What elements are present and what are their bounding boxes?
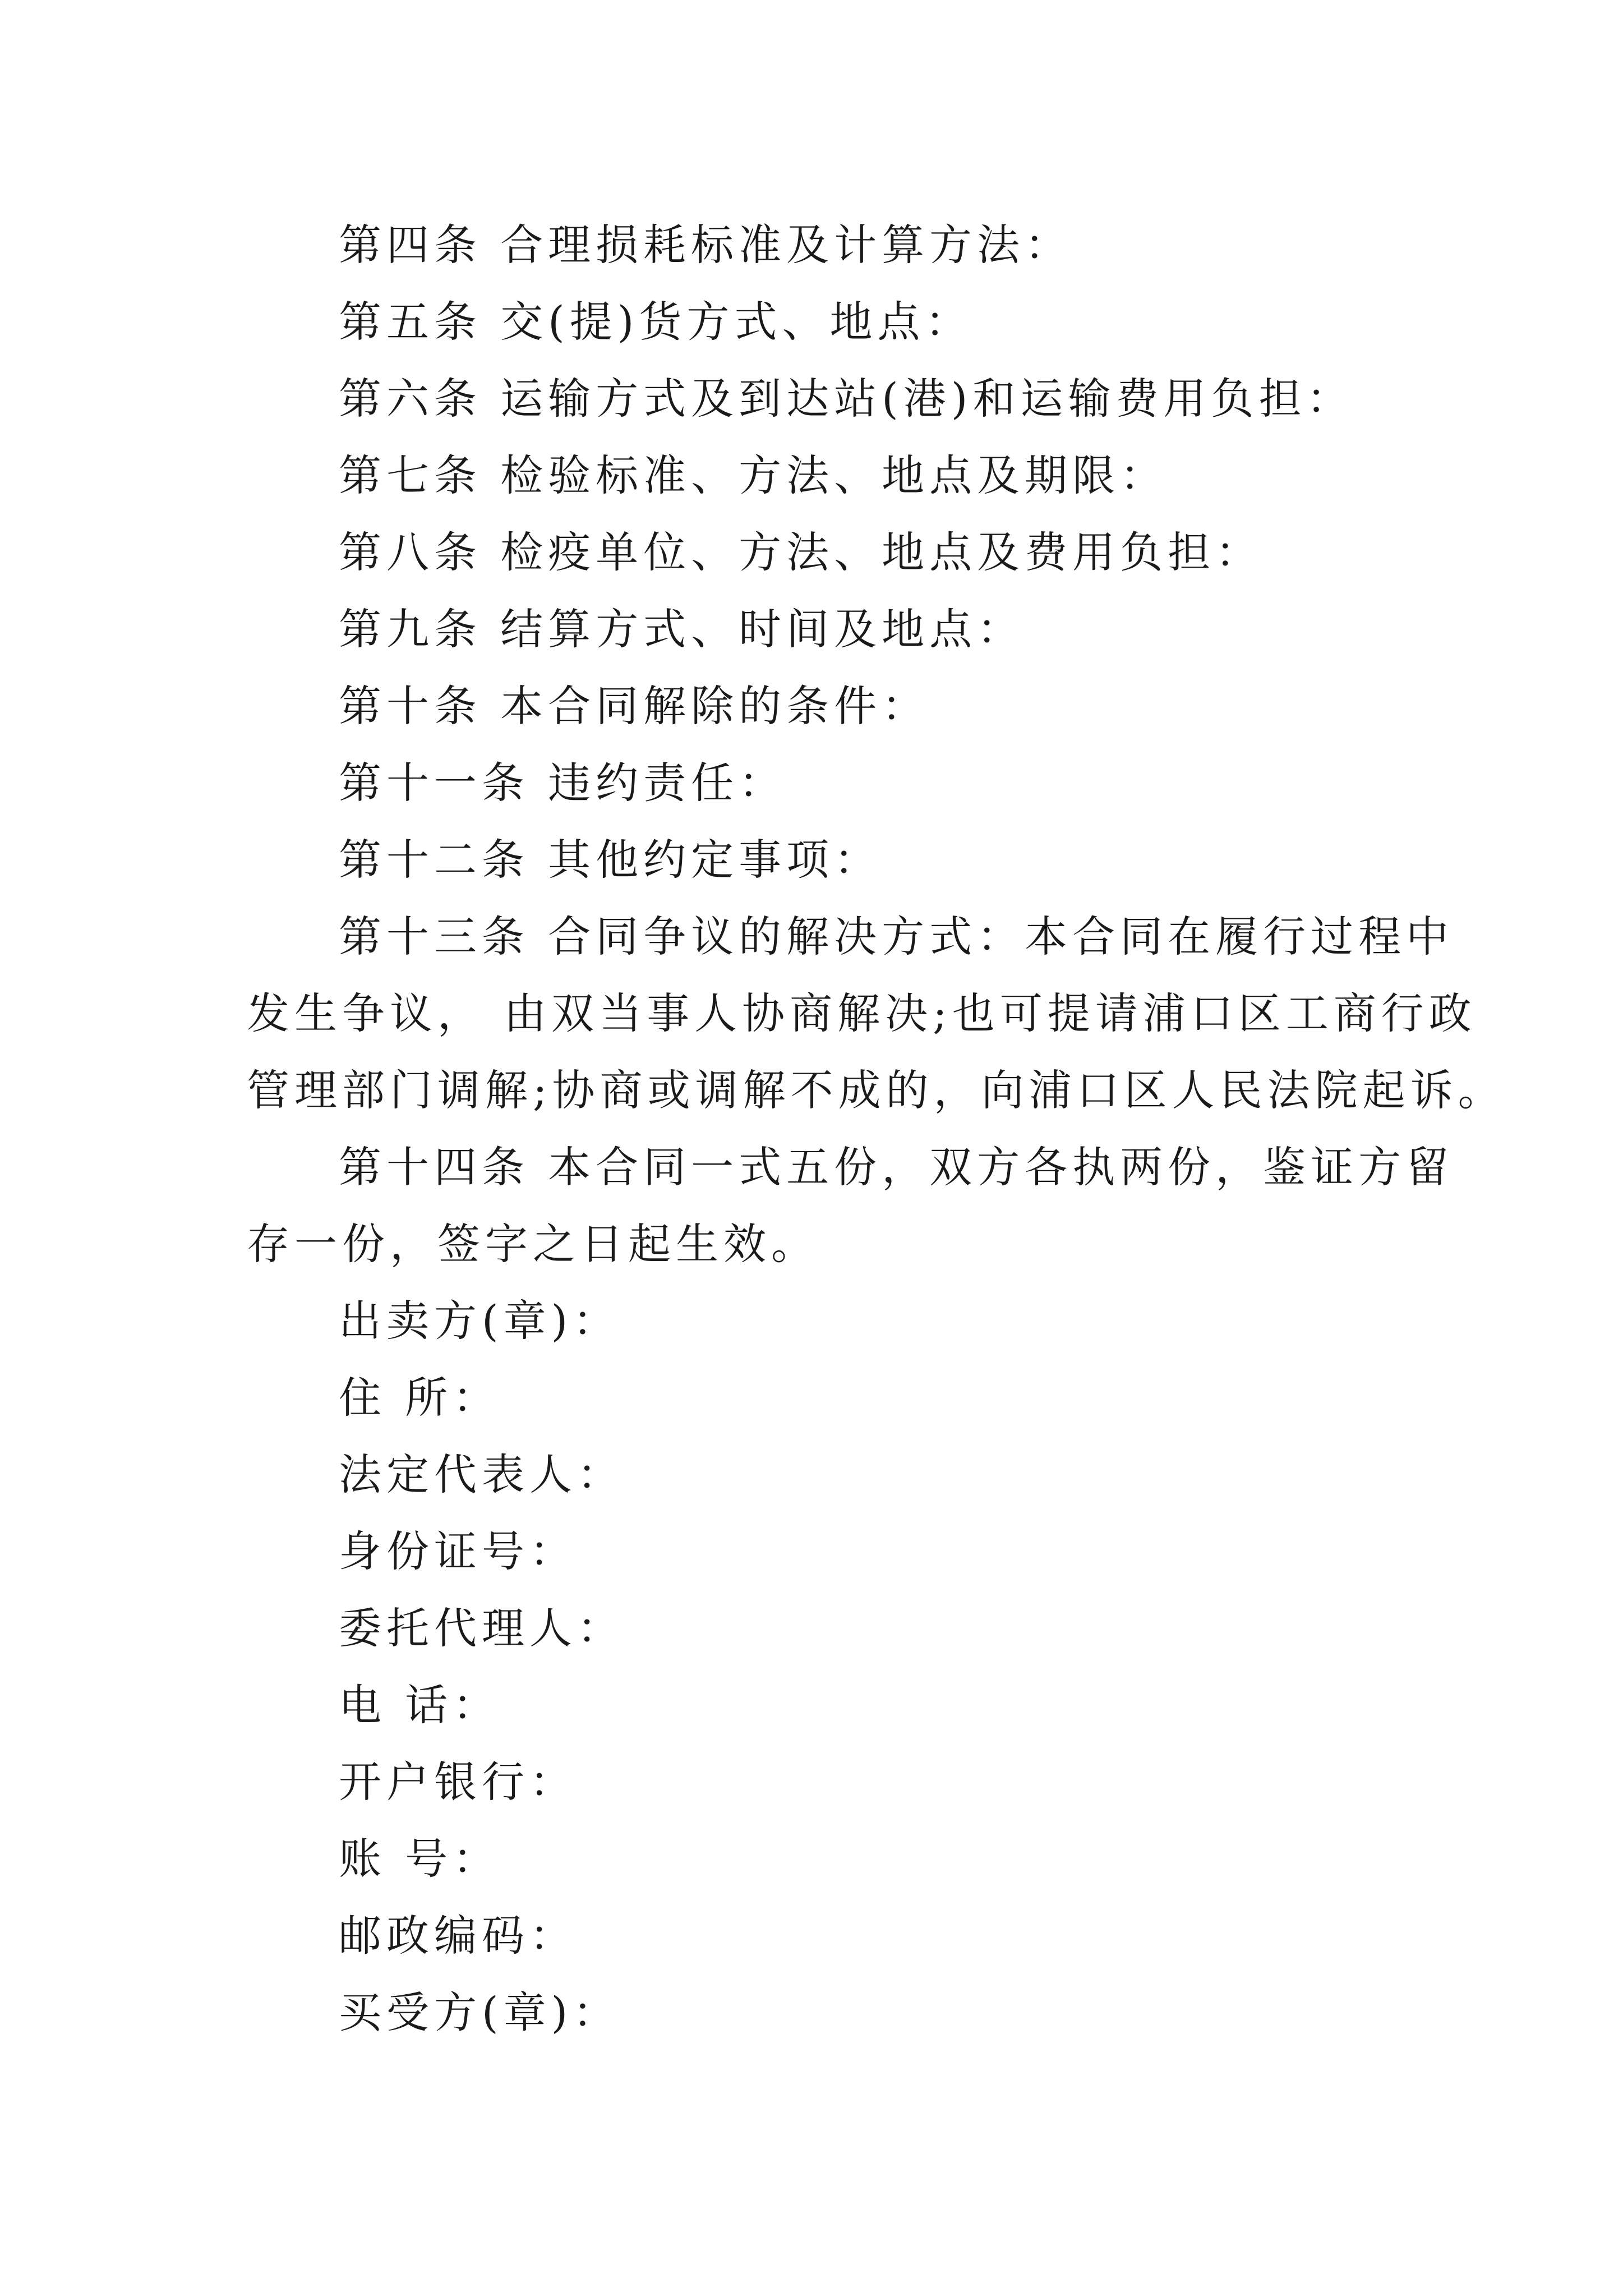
clause-6-transport: 第六条 运输方式及到达站(港)和运输费用负担： xyxy=(339,374,1354,424)
buyer-seal-field: 买受方(章)： xyxy=(339,1987,621,2037)
clause-13-dispute-line-3: 管理部门调解;协商或调解不成的，向浦口区人民法院起诉。 xyxy=(247,1065,1506,1115)
clause-4-loss-standard: 第四条 合理损耗标准及计算方法： xyxy=(339,220,1073,270)
id-number-field: 身份证号： xyxy=(339,1526,577,1576)
legal-representative-field: 法定代表人： xyxy=(339,1450,625,1499)
clause-13-dispute-line-1: 第十三条 合同争议的解决方式：本合同在履行过程中 xyxy=(339,912,1454,961)
bank-field: 开户银行： xyxy=(339,1757,577,1807)
clause-13-dispute-line-2: 发生争议， 由双当事人协商解决;也可提请浦口区工商行政 xyxy=(247,988,1477,1038)
contract-body xyxy=(247,206,1506,2051)
account-number-field: 账 号： xyxy=(339,1834,501,1884)
authorized-agent-field: 委托代理人： xyxy=(339,1603,625,1653)
clause-7-inspection: 第七条 检验标准、方法、地点及期限： xyxy=(339,450,1168,500)
clause-12-other: 第十二条 其他约定事项： xyxy=(339,835,882,885)
clause-10-termination: 第十条 本合同解除的条件： xyxy=(339,681,930,731)
address-field: 住 所： xyxy=(339,1373,501,1423)
clause-11-liability: 第十一条 违约责任： xyxy=(339,758,787,808)
clause-5-delivery: 第五条 交(提)货方式、地点： xyxy=(339,297,973,347)
clause-14-copies-line-1: 第十四条 本合同一式五份，双方各执两份，鉴证方留 xyxy=(339,1142,1454,1192)
phone-field: 电 话： xyxy=(339,1680,501,1730)
seller-seal-field: 出卖方(章)： xyxy=(339,1296,621,1346)
clause-8-quarantine: 第八条 检疫单位、方法、地点及费用负担： xyxy=(339,527,1264,577)
clause-14-copies-line-2: 存一份，签字之日起生效。 xyxy=(247,1219,819,1269)
postal-code-field: 邮政编码： xyxy=(339,1911,577,1961)
clause-9-settlement: 第九条 结算方式、时间及地点： xyxy=(339,604,1025,654)
